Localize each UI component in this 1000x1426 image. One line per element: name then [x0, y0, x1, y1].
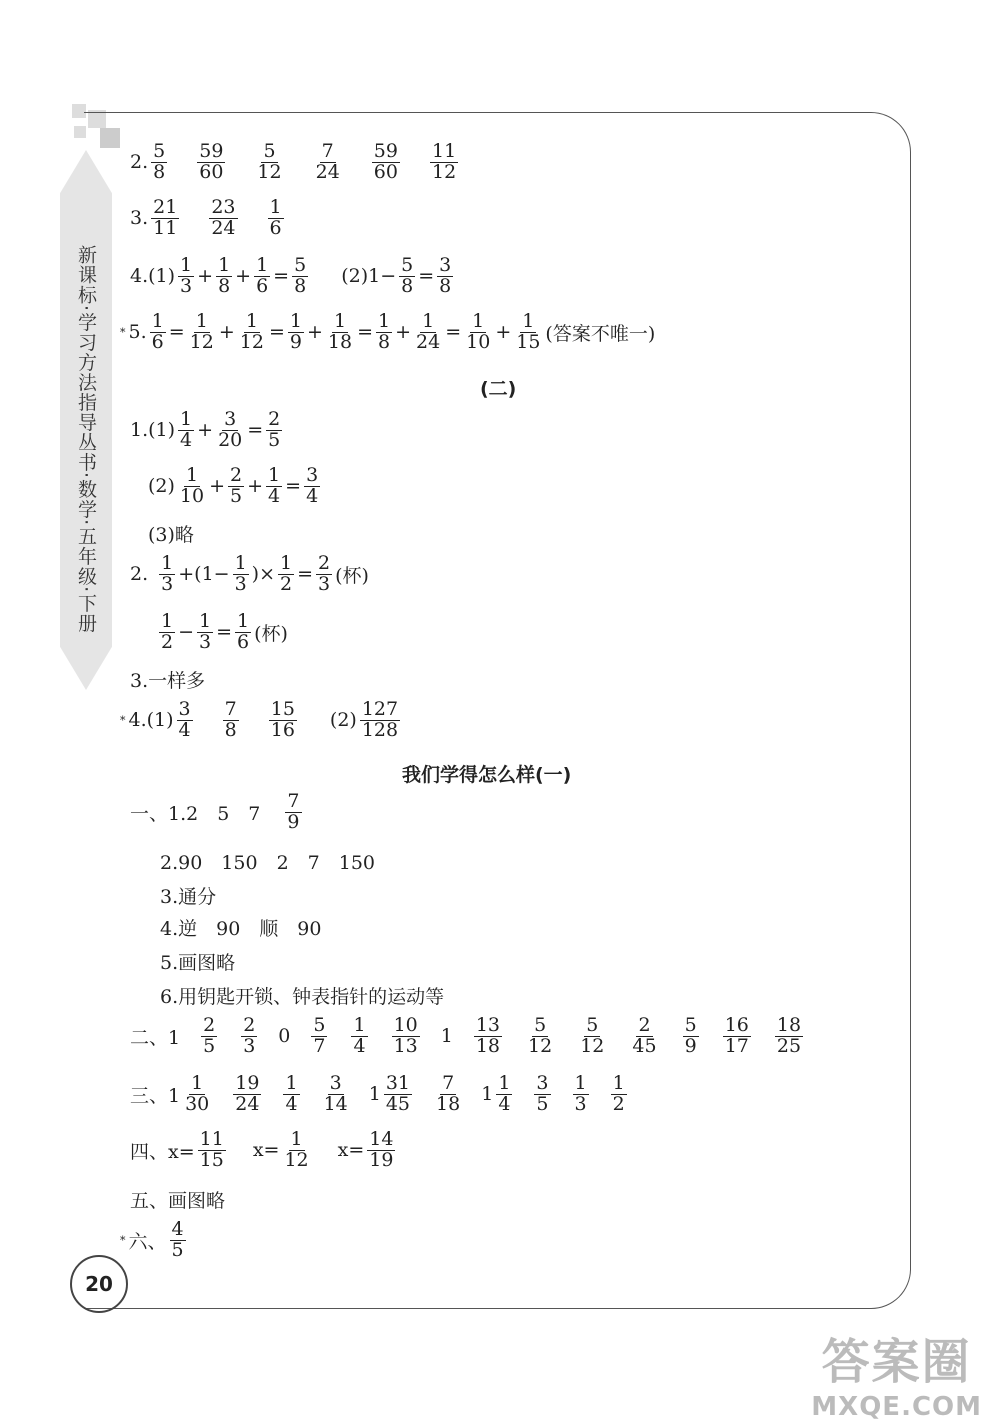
fraction [630, 1016, 658, 1057]
fraction [611, 1074, 627, 1115]
section-three-title: 我们学得怎么样(一) [402, 764, 572, 786]
fraction [282, 1130, 310, 1171]
denominator: 4 [268, 484, 281, 507]
denominator: 5 [536, 1092, 549, 1115]
answer-c6: 6.用钥匙开锁、钟表指针的运动等 [160, 986, 445, 1008]
denominator: 10 [179, 484, 205, 507]
numerator: 3 [224, 408, 237, 430]
numerator: 16 [724, 1014, 749, 1036]
numerator: 5 [401, 254, 414, 276]
numerator: 1 [191, 1072, 204, 1094]
numerator: 3 [178, 698, 191, 720]
answer-c7: 二、1 $\frac{2}{5}$ $\frac{2}{3}$ 0 $\frac{5}{7}$ $\frac{1}{4}$ $\frac{10}{13}$ 1 $\frac{13}{18}$ $\frac{5}{12}$ $\frac{5}{12}$ $\frac{2}{45}$ $\frac{5}{9}$ $\frac{16}{17}$ $\frac{18}{25}$ [130, 1014, 802, 1057]
watermark-logo: 答案圈 MXQE.COM [811, 1334, 982, 1422]
denominator: 128 [361, 718, 399, 741]
operator: = [168, 321, 185, 344]
denominator: 25 [776, 1034, 802, 1057]
numerator: 7 [321, 140, 334, 162]
numerator: 1 [199, 610, 212, 632]
denominator: 15 [199, 1148, 224, 1171]
fraction [238, 312, 266, 353]
numerator: 1 [151, 310, 164, 332]
operator: )× [251, 563, 276, 586]
denominator: 8 [401, 274, 414, 297]
answer-b1: 1.(1) $\frac{1}{4}$ + $\frac{3}{20}$ = $\frac{2}{5}$ [130, 408, 281, 451]
operator: = [285, 475, 302, 498]
numerator: 1 [333, 310, 347, 332]
operator: 1 [440, 1025, 453, 1048]
fraction [351, 1016, 367, 1057]
numerator: 2 [243, 1014, 256, 1036]
denominator: 24 [315, 160, 340, 183]
numerator: 59 [373, 140, 398, 162]
numerator: 7 [287, 790, 300, 812]
numerator: 1 [353, 1014, 366, 1036]
operator: + [209, 475, 226, 498]
fraction [414, 312, 442, 353]
fraction [178, 466, 206, 507]
operator: = [216, 621, 233, 644]
denominator: 19 [369, 1148, 394, 1171]
fraction [360, 700, 400, 741]
page-number: 20 [70, 1255, 128, 1313]
numerator: 18 [776, 1014, 802, 1036]
numerator: 5 [263, 140, 276, 162]
denominator: 9 [287, 810, 300, 833]
fraction [322, 1074, 350, 1115]
operator: (2) [329, 709, 357, 732]
numerator: 1 [245, 310, 258, 332]
denominator: 16 [270, 718, 295, 741]
numerator: 11 [431, 140, 457, 162]
answer-c5: 5.画图略 [160, 952, 236, 974]
numerator: 4 [171, 1218, 184, 1240]
operator: = [273, 265, 290, 288]
fraction [437, 256, 453, 297]
fraction [177, 700, 193, 741]
fraction [474, 1016, 502, 1057]
fraction [159, 554, 175, 595]
denominator: 8 [439, 274, 452, 297]
fraction [311, 1016, 327, 1057]
fraction [254, 256, 270, 297]
numerator: 1 [574, 1072, 587, 1094]
operator: +(1− [178, 563, 230, 586]
numerator: 2 [230, 464, 243, 486]
denominator: 3 [199, 630, 212, 653]
denominator: 8 [294, 274, 307, 297]
denominator: 4 [306, 484, 319, 507]
numerator: 1 [161, 610, 174, 632]
numerator: 1 [472, 310, 485, 332]
fraction [266, 466, 282, 507]
answer-b1-part3: (3)略 [148, 524, 194, 546]
answer-c3: 3.通分 [160, 886, 217, 908]
fraction [183, 1074, 211, 1115]
fraction [283, 1074, 299, 1115]
numerator: 5 [294, 254, 307, 276]
fraction [430, 142, 458, 183]
numerator: 5 [153, 140, 166, 162]
numerator: 5 [586, 1014, 599, 1036]
denominator: 3 [243, 1034, 256, 1057]
answer-5: * 5. $\frac{1}{6}$ = $\frac{1}{12}$ + $\frac{1}{12}$ = $\frac{1}{9}$ + $\frac{1}{18}$ = $\frac{1}{8}$ + $\frac{1}{24}$ = $\frac{1}{10}$ + $\frac{1}{15}$ (答案不唯一) [120, 310, 656, 353]
denominator: 6 [269, 216, 282, 239]
numerator: 31 [385, 1072, 411, 1094]
operator: = [357, 321, 373, 344]
operator: = [268, 321, 285, 344]
denominator: 4 [178, 718, 191, 741]
numerator: 19 [235, 1072, 260, 1094]
operator: x= [252, 1139, 280, 1162]
denominator: 11 [153, 216, 178, 239]
answer-c11: * 六、 $\frac{4}{5}$ [120, 1218, 184, 1261]
fraction [233, 554, 249, 595]
numerator: 1 [378, 310, 391, 332]
denominator: 6 [256, 274, 269, 297]
denominator: 15 [516, 330, 541, 353]
fraction [384, 1074, 412, 1115]
denominator: 5 [203, 1034, 216, 1057]
denominator: 5 [171, 1238, 184, 1261]
fraction [399, 256, 415, 297]
fraction [228, 466, 244, 507]
operator: = [445, 321, 462, 344]
denominator: 3 [574, 1092, 587, 1115]
numerator: 5 [534, 1014, 547, 1036]
numerator: 1 [218, 254, 231, 276]
fraction [150, 312, 166, 353]
fraction [197, 612, 213, 653]
denominator: 2 [161, 630, 174, 653]
numerator: 1 [285, 1072, 298, 1094]
fraction [496, 1074, 512, 1115]
denominator: 18 [436, 1092, 461, 1115]
numerator: 2 [638, 1014, 651, 1036]
numerator: 1 [268, 464, 281, 486]
operator: 1 [368, 1083, 381, 1106]
denominator: 3 [161, 572, 174, 595]
denominator: 4 [285, 1092, 298, 1115]
operator: + [218, 321, 235, 344]
fraction [464, 312, 492, 353]
answer-c2: 2.90 150 2 7 150 [160, 852, 376, 874]
fraction [159, 612, 175, 653]
denominator: 18 [327, 330, 353, 353]
denominator: 17 [724, 1034, 749, 1057]
numerator: 3 [439, 254, 452, 276]
denominator: 3 [180, 274, 193, 297]
fraction [201, 1016, 217, 1057]
denominator: 2 [612, 1092, 625, 1115]
fraction [223, 700, 239, 741]
numerator: 127 [361, 698, 399, 720]
operator: (2)1− [341, 265, 397, 288]
fraction [178, 256, 194, 297]
fraction [216, 410, 244, 451]
fraction [178, 410, 194, 451]
fraction [235, 612, 251, 653]
answer-b2: 2. $\frac{1}{3}$ +(1− $\frac{1}{3}$ )× $\frac{1}{2}$ = $\frac{2}{3}$ (杯) [130, 552, 369, 595]
numerator: 10 [393, 1014, 418, 1036]
numerator: 59 [199, 140, 224, 162]
operator: 1 [481, 1083, 494, 1106]
fraction [233, 1074, 261, 1115]
fraction [266, 410, 282, 451]
fraction [255, 142, 283, 183]
fraction [151, 142, 167, 183]
numerator: 1 [237, 610, 250, 632]
series-title: 新课标·学习方法指导丛书·数学·五年级·下册 [75, 245, 97, 634]
fraction [326, 312, 354, 353]
numerator: 21 [153, 196, 178, 218]
fraction [514, 312, 542, 353]
denominator: 3 [234, 572, 247, 595]
denominator: 45 [632, 1034, 657, 1057]
denominator: 5 [230, 484, 243, 507]
denominator: 24 [416, 330, 441, 353]
numerator: 15 [270, 698, 295, 720]
denominator: 60 [199, 160, 224, 183]
operator: = [247, 419, 264, 442]
denominator: 13 [393, 1034, 418, 1057]
numerator: 1 [280, 552, 293, 574]
answer-c10: 五、画图略 [130, 1190, 226, 1212]
denominator: 20 [218, 428, 243, 451]
fraction [278, 554, 294, 595]
operator: + [395, 321, 412, 344]
numerator: 7 [224, 698, 237, 720]
denominator: 8 [218, 274, 231, 297]
denominator: 2 [280, 572, 293, 595]
operator: = [297, 563, 314, 586]
fraction [392, 1016, 420, 1057]
denominator: 4 [180, 428, 193, 451]
denominator: 12 [528, 1034, 553, 1057]
denominator: 4 [498, 1092, 511, 1115]
fraction [269, 700, 297, 741]
fraction [292, 256, 308, 297]
numerator: 2 [268, 408, 281, 430]
numerator: 3 [329, 1072, 342, 1094]
operator: = [418, 265, 435, 288]
numerator: 1 [422, 310, 435, 332]
numerator: 1 [161, 552, 174, 574]
fraction [372, 142, 400, 183]
fraction [198, 1130, 226, 1171]
denominator: 12 [189, 330, 214, 353]
denominator: 10 [466, 330, 491, 353]
fraction [268, 198, 284, 239]
fraction [170, 1220, 186, 1261]
fraction [197, 142, 225, 183]
fraction [434, 1074, 462, 1115]
denominator: 12 [580, 1034, 605, 1057]
numerator: 3 [536, 1072, 549, 1094]
denominator: 12 [284, 1148, 309, 1171]
numerator: 23 [211, 196, 236, 218]
numerator: 1 [195, 310, 208, 332]
numerator: 1 [185, 464, 199, 486]
operator: + [197, 265, 214, 288]
numerator: 2 [203, 1014, 216, 1036]
fraction [188, 312, 216, 353]
fraction [578, 1016, 606, 1057]
denominator: 18 [475, 1034, 501, 1057]
denominator: 14 [323, 1092, 348, 1115]
fraction [775, 1016, 803, 1057]
numerator: 1 [290, 1128, 303, 1150]
denominator: 3 [318, 572, 331, 595]
fraction [288, 312, 304, 353]
denominator: 6 [237, 630, 250, 653]
denominator: 45 [385, 1092, 411, 1115]
fraction [304, 466, 320, 507]
denominator: 60 [373, 160, 398, 183]
fraction [376, 312, 392, 353]
operator: − [178, 621, 195, 644]
fraction [216, 256, 232, 297]
numerator: 1 [234, 552, 247, 574]
denominator: 4 [353, 1034, 366, 1057]
fraction [241, 1016, 257, 1057]
denominator: 12 [257, 160, 282, 183]
operator: x= [337, 1139, 365, 1162]
fraction [723, 1016, 751, 1057]
fraction [151, 198, 179, 239]
denominator: 30 [185, 1092, 210, 1115]
answer-3: 3. $\frac{21}{11}$ $\frac{23}{24}$ $\frac{1}{6}$ [130, 196, 282, 239]
fraction [526, 1016, 554, 1057]
fraction [285, 792, 301, 833]
numerator: 1 [269, 196, 282, 218]
numerator: 5 [313, 1014, 326, 1036]
fraction [534, 1074, 550, 1115]
operator: + [235, 265, 252, 288]
answer-b1-part2: (2) $\frac{1}{10}$ + $\frac{2}{5}$ + $\frac{1}{4}$ = $\frac{3}{4}$ [148, 464, 319, 507]
denominator: 8 [153, 160, 166, 183]
answer-c9: 四、x= $\frac{11}{15}$ x= $\frac{1}{12}$ x= $\frac{14}{19}$ [130, 1128, 394, 1171]
denominator: 24 [211, 216, 236, 239]
answer-4: 4.(1) $\frac{1}{3}$ + $\frac{1}{8}$ + $\frac{1}{6}$ = $\frac{5}{8}$ (2)1− $\frac{5}{8}$ = $\frac{3}{8}$ [130, 254, 452, 297]
numerator: 7 [442, 1072, 455, 1094]
numerator: 1 [289, 310, 302, 332]
numerator: 1 [180, 408, 193, 430]
numerator: 14 [369, 1128, 394, 1150]
denominator: 8 [378, 330, 391, 353]
denominator: 9 [684, 1034, 697, 1057]
fraction [314, 142, 342, 183]
operator: 0 [278, 1025, 291, 1048]
operator: + [495, 321, 512, 344]
answer-b2-part2 [156, 612, 288, 653]
fraction [209, 198, 237, 239]
numerator: 5 [684, 1014, 697, 1036]
numerator: 1 [256, 254, 269, 276]
answer-c1: 一、1.2 5 7 $\frac{7}{9}$ [130, 790, 300, 833]
answer-c8: 三、1 $\frac{1}{30}$ $\frac{19}{24}$ $\frac{1}{4}$ $\frac{3}{14}$ 1 $\frac{31}{45}$ $\frac{7}{18}$ 1 $\frac{1}{4}$ $\frac{3}{5}$ $\frac{1}{3}$ $\frac{1}{2}$ [130, 1072, 625, 1115]
denominator: 9 [289, 330, 302, 353]
answer-2: 2. $\frac{5}{8}$ $\frac{59}{60}$ $\frac{5}{12}$ $\frac{7}{24}$ $\frac{59}{60}$ $\frac{11}{12}$ [130, 140, 457, 183]
denominator: 8 [224, 718, 237, 741]
numerator: 1 [522, 310, 535, 332]
fraction [316, 554, 332, 595]
numerator: 1 [180, 254, 193, 276]
answer-c4: 4.逆 90 顺 90 [160, 918, 322, 940]
denominator: 7 [313, 1034, 326, 1057]
fraction [573, 1074, 589, 1115]
denominator: 5 [268, 428, 281, 451]
numerator: 3 [306, 464, 319, 486]
denominator: 6 [151, 330, 164, 353]
answer-b3: 3.一样多 [130, 670, 206, 692]
operator: + [247, 475, 264, 498]
section-two-title: (二) [480, 378, 517, 400]
numerator: 1 [498, 1072, 511, 1094]
fraction [683, 1016, 699, 1057]
numerator: 11 [199, 1128, 224, 1150]
denominator: 12 [239, 330, 264, 353]
answer-b4: * 4.(1) $\frac{3}{4}$ $\frac{7}{8}$ $\frac{15}{16}$ (2) $\frac{127}{128}$ [120, 698, 399, 741]
denominator: 12 [431, 160, 457, 183]
numerator: 1 [612, 1072, 625, 1094]
numerator: 2 [318, 552, 331, 574]
operator: (杯) [254, 622, 288, 645]
operator: + [306, 321, 323, 344]
numerator: 13 [475, 1014, 501, 1036]
operator: (杯) [335, 564, 369, 587]
operator: + [197, 419, 214, 442]
denominator: 24 [235, 1092, 260, 1115]
fraction [367, 1130, 395, 1171]
